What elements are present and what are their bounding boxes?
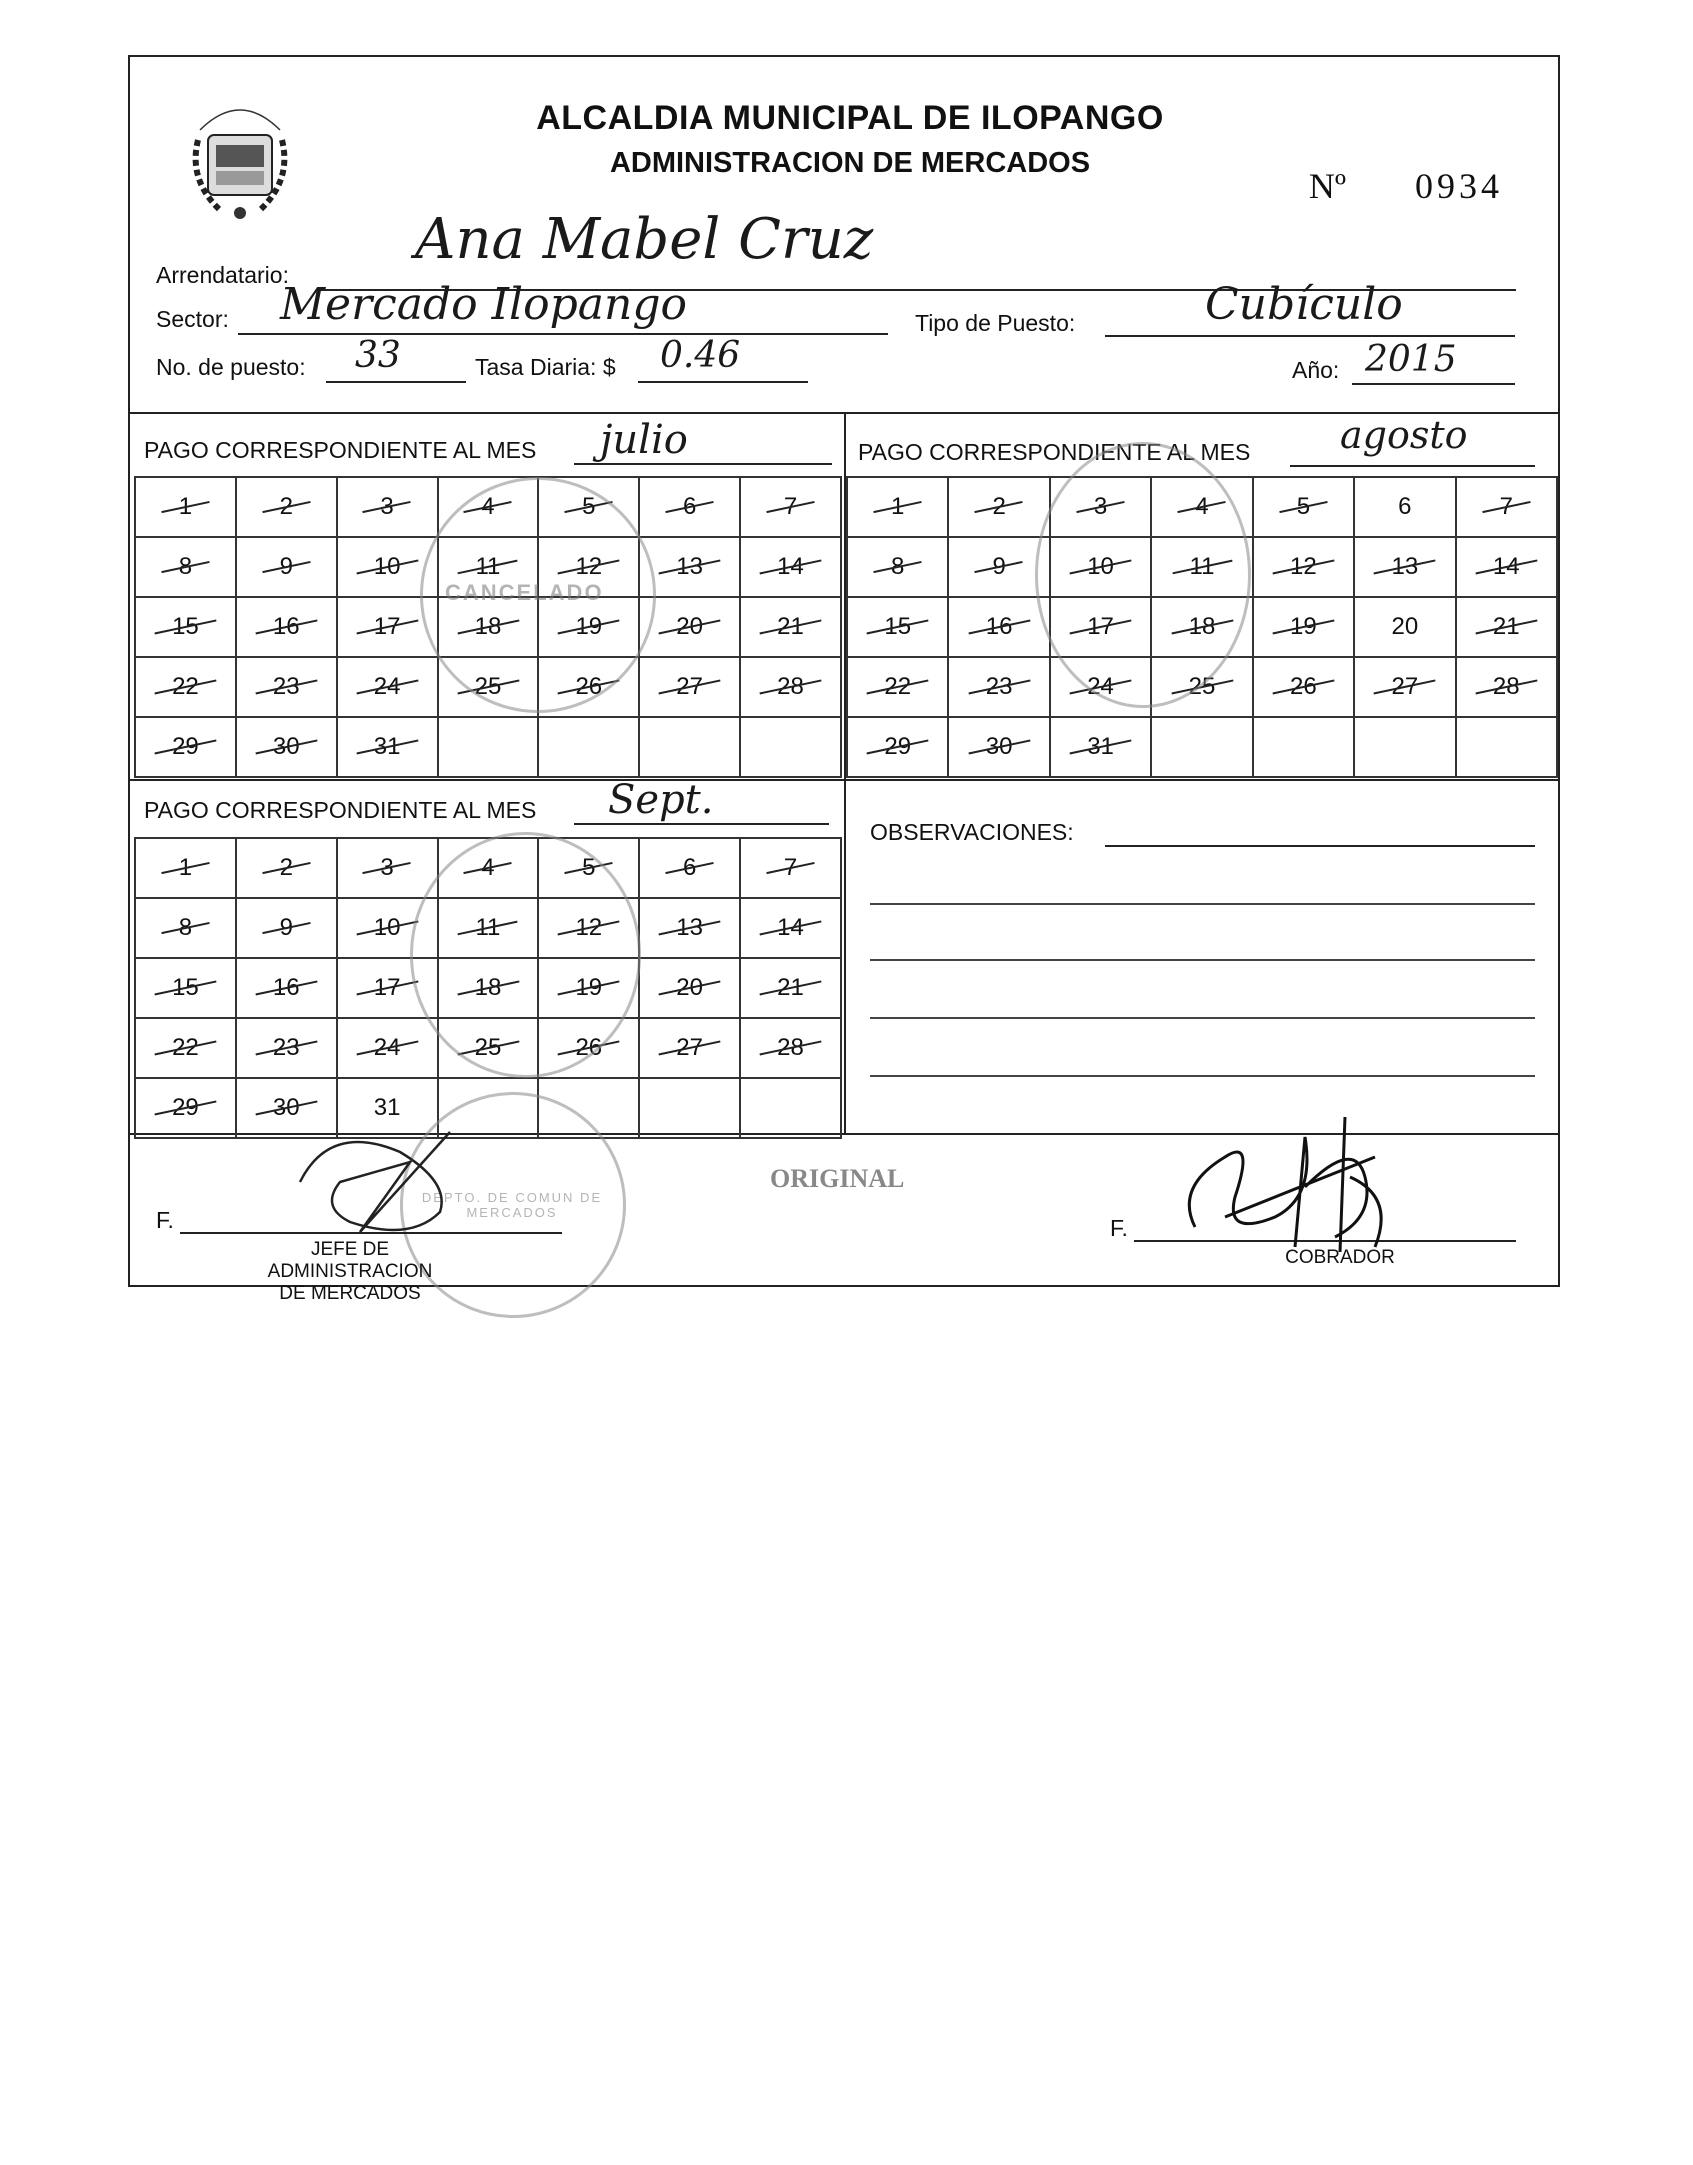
day-number: 29 xyxy=(172,733,199,760)
calendar-cell xyxy=(1050,717,1151,777)
calendar-cell xyxy=(740,1018,841,1078)
calendar-cell xyxy=(135,477,236,537)
calendar-cell xyxy=(337,1018,438,1078)
tasa-diaria-label: Tasa Diaria: $ xyxy=(475,354,616,380)
day-number: 16 xyxy=(985,613,1013,640)
day-number: 19 xyxy=(1290,613,1317,640)
tipo-puesto-value: Cubículo xyxy=(1205,279,1403,330)
month-3-line xyxy=(574,823,829,825)
calendar-row xyxy=(135,958,841,1018)
calendar-cell xyxy=(639,1078,740,1138)
calendar-cell xyxy=(639,477,740,537)
day-number: 21 xyxy=(777,613,804,640)
calendar-cell xyxy=(236,657,337,717)
cobrador-signature-scribble xyxy=(1165,1097,1415,1257)
calendar-cell xyxy=(740,958,841,1018)
day-number: 1 xyxy=(891,493,905,520)
day-number: 6 xyxy=(682,493,697,520)
calendar-cell xyxy=(135,537,236,597)
day-number: 13 xyxy=(1391,553,1419,580)
day-number: 11 xyxy=(475,914,501,941)
calendar-row xyxy=(135,1018,841,1078)
arrendatario-value: Ana Mabel Cruz xyxy=(415,207,874,272)
jefe-caption xyxy=(230,1239,470,1305)
calendar-cell xyxy=(538,477,639,537)
day-number: 21 xyxy=(1492,613,1520,640)
calendar-cell xyxy=(1050,477,1151,537)
day-number: 4 xyxy=(481,493,495,520)
observaciones-line-3 xyxy=(870,1017,1535,1019)
day-number: 20 xyxy=(676,613,703,640)
day-number: 8 xyxy=(178,553,193,580)
calendar-cell xyxy=(1050,537,1151,597)
calendar-row xyxy=(847,537,1557,597)
calendar-cell xyxy=(438,898,539,958)
day-number: 3 xyxy=(380,493,394,520)
day-number: 25 xyxy=(474,1034,502,1061)
jefe-f-label: F. xyxy=(156,1207,174,1233)
stamp-1-text: CANCELADO xyxy=(445,580,604,605)
calendar-cell xyxy=(1050,657,1151,717)
calendar-row xyxy=(135,717,841,777)
calendar-cell xyxy=(538,958,639,1018)
calendar-cell xyxy=(1253,657,1354,717)
day-number: 31 xyxy=(373,733,401,760)
calendar-row xyxy=(135,537,841,597)
day-number: 19 xyxy=(575,613,603,640)
day-number: 24 xyxy=(373,1034,401,1061)
day-number: 4 xyxy=(481,854,495,881)
calendar-cell xyxy=(337,898,438,958)
calendar-cell xyxy=(1253,717,1354,777)
day-number: 22 xyxy=(884,673,912,700)
day-number: 7 xyxy=(783,493,798,520)
day-number: 31 xyxy=(373,1094,401,1121)
day-number: 5 xyxy=(582,493,596,520)
day-number: 9 xyxy=(279,914,293,941)
calendar-cell xyxy=(740,537,841,597)
calendar-cell xyxy=(236,597,337,657)
calendar-cell xyxy=(135,898,236,958)
calendar-cell xyxy=(639,898,740,958)
folio-value: 0934 xyxy=(1415,166,1503,206)
calendar-cell xyxy=(948,597,1049,657)
month-1-line xyxy=(574,463,832,465)
day-number: 23 xyxy=(985,673,1013,700)
day-number: 28 xyxy=(1492,673,1520,700)
sector-line xyxy=(238,333,888,335)
calendar-cell xyxy=(847,477,948,537)
calendar-cell xyxy=(847,657,948,717)
day-number: 17 xyxy=(373,613,401,640)
calendar-cell xyxy=(639,1018,740,1078)
day-number: 9 xyxy=(992,553,1006,580)
calendar-row xyxy=(847,597,1557,657)
page-subtitle: ADMINISTRACION DE MERCADOS xyxy=(609,147,1091,179)
calendar-cell xyxy=(135,838,236,898)
tipo-puesto-label: Tipo de Puesto: xyxy=(915,310,1076,336)
calendar-cell xyxy=(135,657,236,717)
day-number: 1 xyxy=(178,854,193,881)
day-number: 23 xyxy=(272,1034,300,1061)
day-number: 20 xyxy=(1391,613,1419,640)
day-number: 12 xyxy=(575,914,603,941)
calendar-cell xyxy=(1253,477,1354,537)
day-number: 28 xyxy=(777,1034,804,1061)
calendar-cell xyxy=(1354,537,1455,597)
month-2-line xyxy=(1290,465,1535,467)
calendar-row xyxy=(847,657,1557,717)
observaciones-line-2 xyxy=(870,959,1535,961)
calendar-cell xyxy=(948,537,1049,597)
calendar-cell xyxy=(538,898,639,958)
day-number: 16 xyxy=(272,974,300,1001)
day-number: 30 xyxy=(272,733,300,760)
day-number: 14 xyxy=(777,914,804,941)
calendar-cell xyxy=(438,597,539,657)
day-number: 16 xyxy=(272,613,300,640)
calendar-cell xyxy=(438,537,539,597)
tipo-puesto-line xyxy=(1105,335,1515,337)
day-number: 15 xyxy=(172,613,199,640)
day-number: 11 xyxy=(475,553,501,580)
calendar-cell xyxy=(337,958,438,1018)
day-number: 25 xyxy=(474,673,502,700)
day-number: 2 xyxy=(279,493,293,520)
day-number: 10 xyxy=(1087,553,1114,580)
day-number: 24 xyxy=(1087,673,1114,700)
day-number: 17 xyxy=(373,974,401,1001)
calendar-cell xyxy=(740,657,841,717)
calendar-cell xyxy=(337,657,438,717)
calendar-cell xyxy=(847,537,948,597)
day-number: 8 xyxy=(178,914,193,941)
day-number: 14 xyxy=(777,553,804,580)
month-3-value: Sept. xyxy=(608,777,714,823)
calendar-cell xyxy=(337,838,438,898)
day-number: 26 xyxy=(1290,673,1317,700)
day-number: 12 xyxy=(575,553,603,580)
day-number: 5 xyxy=(1296,493,1311,520)
calendar-row xyxy=(135,597,841,657)
calendar-cell xyxy=(1456,477,1557,537)
day-number: 18 xyxy=(474,613,502,640)
calendar-cell xyxy=(948,717,1049,777)
calendar-cell xyxy=(337,717,438,777)
tasa-diaria-line xyxy=(638,381,808,383)
day-number: 30 xyxy=(985,733,1013,760)
calendar-cell xyxy=(438,657,539,717)
tasa-diaria-value: 0.46 xyxy=(660,335,741,376)
day-number: 6 xyxy=(1398,493,1412,520)
day-number: 3 xyxy=(1093,493,1108,520)
calendar-cell xyxy=(1456,597,1557,657)
calendar-cell xyxy=(948,477,1049,537)
sector-value: Mercado Ilopango xyxy=(280,279,687,330)
calendar-cell xyxy=(1151,477,1252,537)
day-number: 27 xyxy=(676,1034,703,1061)
sector-label: Sector: xyxy=(156,306,229,332)
month-1-label: PAGO CORRESPONDIENTE AL MES xyxy=(144,437,537,463)
calendar-cell xyxy=(740,597,841,657)
day-number: 20 xyxy=(676,974,703,1001)
day-number: 26 xyxy=(575,673,603,700)
calendar-cell xyxy=(538,838,639,898)
cobrador-caption: COBRADOR xyxy=(1285,1247,1395,1268)
day-number: 10 xyxy=(373,914,401,941)
calendar-cell xyxy=(538,597,639,657)
day-number: 4 xyxy=(1195,493,1209,520)
folio-label: Nº xyxy=(1308,166,1346,206)
calendar-cell xyxy=(639,537,740,597)
calendar-cell xyxy=(538,657,639,717)
calendar-cell xyxy=(538,1018,639,1078)
day-number: 2 xyxy=(279,854,293,881)
calendar-cell xyxy=(740,898,841,958)
day-number: 29 xyxy=(884,733,912,760)
day-number: 22 xyxy=(172,1034,199,1061)
day-number: 17 xyxy=(1087,613,1114,640)
calendar-cell xyxy=(236,838,337,898)
day-number: 5 xyxy=(582,854,596,881)
original-label: ORIGINAL xyxy=(770,1164,905,1193)
day-number: 15 xyxy=(172,974,199,1001)
month-1-calendar xyxy=(134,476,842,778)
day-number: 19 xyxy=(575,974,603,1001)
observaciones-line-1 xyxy=(870,903,1535,905)
calendar-cell xyxy=(236,958,337,1018)
calendar-cell xyxy=(847,717,948,777)
no-puesto-value: 33 xyxy=(355,335,401,376)
calendar-cell xyxy=(135,717,236,777)
calendar-cell xyxy=(438,1018,539,1078)
anio-label: Año: xyxy=(1292,357,1340,383)
month-3-label: PAGO CORRESPONDIENTE AL MES xyxy=(144,797,537,823)
calendar-cell xyxy=(1354,657,1455,717)
calendar-row xyxy=(847,717,1557,777)
calendar-cell xyxy=(740,477,841,537)
calendar-cell xyxy=(1253,597,1354,657)
calendar-cell xyxy=(337,597,438,657)
day-number: 27 xyxy=(1391,673,1419,700)
calendar-cell xyxy=(135,597,236,657)
day-number: 8 xyxy=(891,553,905,580)
market-payment-form xyxy=(128,55,1560,1304)
calendar-cell xyxy=(948,657,1049,717)
day-number: 28 xyxy=(777,673,804,700)
calendar-cell xyxy=(1354,717,1455,777)
day-number: 11 xyxy=(1189,553,1215,580)
day-number: 14 xyxy=(1492,553,1520,580)
page-title: ALCALDIA MUNICIPAL DE ILOPANGO xyxy=(536,99,1164,137)
day-number: 2 xyxy=(992,493,1006,520)
day-number: 3 xyxy=(380,854,394,881)
calendar-cell xyxy=(337,537,438,597)
day-number: 7 xyxy=(783,854,798,881)
day-number: 18 xyxy=(1188,613,1216,640)
calendar-cell xyxy=(847,597,948,657)
observaciones-label: OBSERVACIONES: xyxy=(870,819,1074,845)
day-number: 26 xyxy=(575,1034,603,1061)
calendar-cell xyxy=(639,657,740,717)
calendar-cell xyxy=(236,1018,337,1078)
calendar-cell xyxy=(337,477,438,537)
day-number: 7 xyxy=(1499,493,1513,520)
day-number: 22 xyxy=(172,673,199,700)
day-number: 18 xyxy=(474,974,502,1001)
calendar-row xyxy=(135,477,841,537)
calendar-cell xyxy=(438,717,539,777)
calendar-cell xyxy=(236,717,337,777)
calendar-cell xyxy=(740,1078,841,1138)
calendar-cell xyxy=(236,537,337,597)
month-2-label: PAGO CORRESPONDIENTE AL MES xyxy=(858,439,1251,465)
calendar-row xyxy=(135,657,841,717)
calendar-cell xyxy=(1253,537,1354,597)
calendar-row xyxy=(135,898,841,958)
month-2-calendar xyxy=(846,476,1558,778)
calendar-cell xyxy=(1354,477,1455,537)
day-number: 10 xyxy=(373,553,401,580)
calendar-cell xyxy=(1151,597,1252,657)
day-number: 29 xyxy=(172,1094,199,1121)
day-number: 30 xyxy=(272,1094,300,1121)
month-1-value: julio xyxy=(600,417,688,463)
calendar-cell xyxy=(538,717,639,777)
jefe-caption-line2: DE MERCADOS xyxy=(279,1283,421,1304)
day-number: 27 xyxy=(676,673,703,700)
day-number: 25 xyxy=(1188,673,1216,700)
day-number: 13 xyxy=(676,914,703,941)
municipal-seal-logo xyxy=(180,95,300,225)
observaciones-line-4 xyxy=(870,1075,1535,1077)
no-puesto-label: No. de puesto: xyxy=(156,354,306,380)
calendar-cell xyxy=(639,958,740,1018)
day-number: 31 xyxy=(1087,733,1114,760)
jefe-signature-scribble xyxy=(290,1112,490,1242)
calendar-cell xyxy=(1151,657,1252,717)
anio-line xyxy=(1352,383,1515,385)
calendar-cell xyxy=(639,597,740,657)
calendar-cell xyxy=(135,1078,236,1138)
anio-value: 2015 xyxy=(1365,339,1457,380)
no-puesto-line xyxy=(326,381,466,383)
calendar-cell xyxy=(1456,657,1557,717)
calendar-row xyxy=(135,838,841,898)
calendar-cell xyxy=(740,717,841,777)
day-number: 21 xyxy=(777,974,804,1001)
calendar-cell xyxy=(1050,597,1151,657)
day-number: 6 xyxy=(682,854,697,881)
month-2-value: agosto xyxy=(1340,413,1468,457)
day-number: 24 xyxy=(373,673,401,700)
day-number: 9 xyxy=(279,553,293,580)
jefe-caption-line1: JEFE DE ADMINISTRACION xyxy=(267,1239,433,1282)
day-number: 13 xyxy=(676,553,703,580)
calendar-cell xyxy=(438,838,539,898)
calendar-cell xyxy=(1354,597,1455,657)
calendar-cell xyxy=(639,717,740,777)
day-number: 12 xyxy=(1290,553,1317,580)
calendar-cell xyxy=(438,477,539,537)
calendar-cell xyxy=(236,898,337,958)
calendar-cell xyxy=(1151,717,1252,777)
day-number: 1 xyxy=(178,493,193,520)
calendar-cell xyxy=(538,537,639,597)
folio-number xyxy=(1309,165,1503,207)
arrendatario-label: Arrendatario: xyxy=(156,262,289,288)
calendar-cell xyxy=(236,477,337,537)
calendar-cell xyxy=(538,1078,639,1138)
day-number: 15 xyxy=(884,613,912,640)
day-number: 23 xyxy=(272,673,300,700)
calendar-row xyxy=(847,477,1557,537)
calendar-cell xyxy=(1151,537,1252,597)
calendar-cell xyxy=(740,838,841,898)
calendar-cell xyxy=(135,958,236,1018)
calendar-cell xyxy=(1456,537,1557,597)
calendar-cell xyxy=(1456,717,1557,777)
bottom-stamp-text: DEPTO. DE COMUN DE MERCADOS xyxy=(421,1190,603,1220)
calendar-cell xyxy=(438,958,539,1018)
cobrador-f-label: F. xyxy=(1110,1215,1128,1241)
calendar-cell xyxy=(135,1018,236,1078)
calendar-cell xyxy=(639,838,740,898)
section-divider-mid-bottom xyxy=(844,779,846,1133)
observaciones-line-0 xyxy=(1105,845,1535,847)
month-3-calendar xyxy=(134,837,842,1139)
